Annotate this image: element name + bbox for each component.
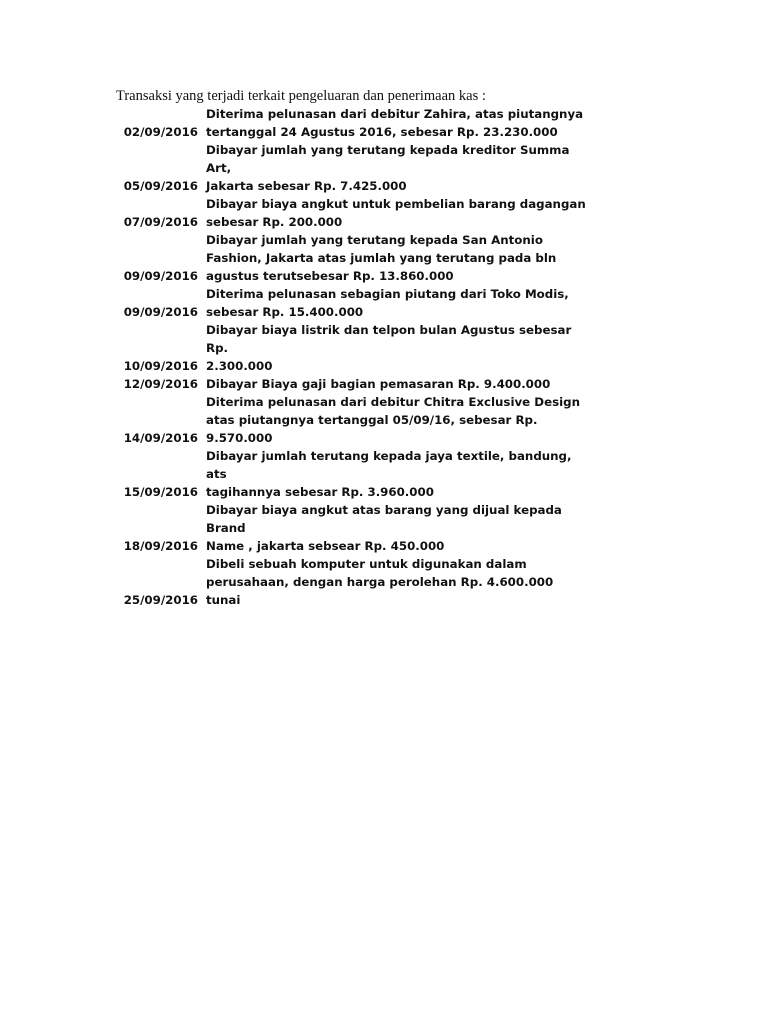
table-row	[104, 195, 586, 231]
transaction-description: Dibayar jumlah yang terutang kepada San Antonio Fashion, Jakarta atas jumlah yang terutang pada bln agustus terutsebesar Rp. 13.860.000	[206, 233, 557, 283]
table-row	[104, 375, 586, 393]
transaction-description: Dibayar Biaya gaji bagian pemasaran Rp. 9.400.000	[206, 377, 551, 391]
transaction-date: 14/09/2016	[123, 431, 198, 445]
transaction-description: Dibeli sebuah komputer untuk digunakan dalam perusahaan, dengan harga perolehan Rp. 4.600.000 tunai	[206, 557, 554, 607]
transaction-description: Dibayar jumlah yang terutang kepada kreditor Summa Art, Jakarta sebesar Rp. 7.425.000	[206, 143, 570, 193]
transaction-description: Dibayar biaya listrik dan telpon bulan Agustus sebesar Rp. 2.300.000	[206, 323, 572, 373]
transaction-date: 12/09/2016	[123, 377, 198, 391]
transaction-date: 09/09/2016	[123, 269, 198, 283]
table-row	[104, 321, 586, 375]
page-heading: Transaksi yang terjadi terkait pengeluaran dan penerimaan kas :	[116, 88, 486, 104]
table-row	[104, 393, 586, 447]
transaction-description: Dibayar biaya angkut atas barang yang dijual kepada Brand Name , jakarta sebsear Rp. 450.000	[206, 503, 562, 553]
transaction-description: Diterima pelunasan dari debitur Zahira, atas piutangnya tertanggal 24 Agustus 2016, sebesar Rp. 23.230.000	[206, 107, 584, 139]
transaction-description: Dibayar jumlah terutang kepada jaya textile, bandung, ats tagihannya sebesar Rp. 3.960.000	[206, 449, 572, 499]
transaction-date: 15/09/2016	[123, 485, 198, 499]
transaction-description: Diterima pelunasan dari debitur Chitra Exclusive Design atas piutangnya tertanggal 05/09/16, sebesar Rp. 9.570.000	[206, 395, 580, 445]
transaction-date: 09/09/2016	[123, 305, 198, 319]
table-row	[104, 555, 586, 609]
transaction-date: 18/09/2016	[123, 539, 198, 553]
transaction-description: Diterima pelunasan sebagian piutang dari Toko Modis, sebesar Rp. 15.400.000	[206, 287, 569, 319]
table-row	[104, 501, 586, 555]
transaction-date: 07/09/2016	[123, 215, 198, 229]
transaction-description: Dibayar biaya angkut untuk pembelian barang dagangan sebesar Rp. 200.000	[206, 197, 586, 229]
transaction-date: 05/09/2016	[123, 179, 198, 193]
transaction-date: 10/09/2016	[123, 359, 198, 373]
table-row	[104, 447, 586, 501]
table-row	[104, 141, 586, 195]
table-row	[104, 105, 586, 141]
transaction-table	[104, 105, 586, 609]
table-row	[104, 231, 586, 285]
transaction-date: 25/09/2016	[123, 593, 198, 607]
transaction-date: 02/09/2016	[123, 125, 198, 139]
table-row	[104, 285, 586, 321]
